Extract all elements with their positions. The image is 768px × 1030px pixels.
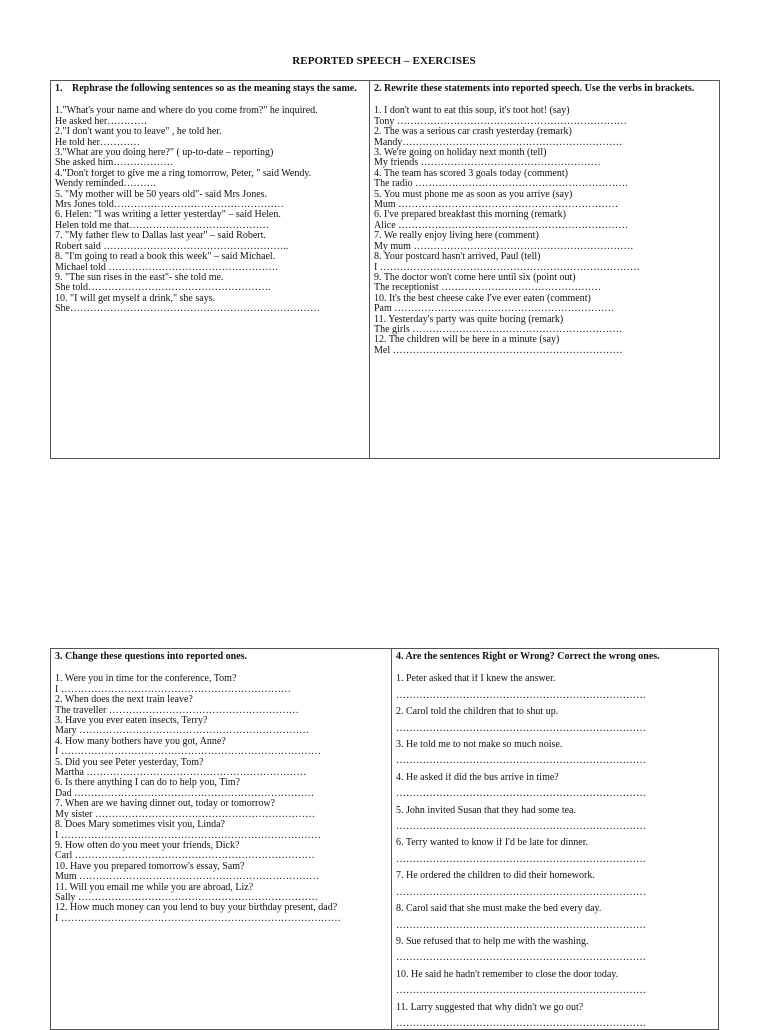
exercise-1-line: 4."Don't forget to give me a ring tomorrow, Peter, " said Wendy. <box>55 168 312 179</box>
exercise-4-answer-line: ………………………………………………………………… <box>396 920 646 931</box>
exercise-4-answer-line: ………………………………………………………………… <box>396 953 646 964</box>
exercise-1-line: 2."I don't want you to leave" , he told her. <box>55 127 222 138</box>
exercise-4-answer-line: ………………………………………………………………… <box>396 756 646 767</box>
exercise-3-line: 7. When are we having dinner out, today or tomorrow? <box>55 799 276 810</box>
exercise-2-line: 3. We're going on holiday next month (tell) <box>374 148 547 159</box>
exercise-1-line: She asked him……………… <box>55 158 174 169</box>
exercise-2-line: 8. Your postcard hasn't arrived, Paul (tell) <box>374 252 541 263</box>
exercise-3-line: Sally ……………………………………………………………… <box>55 892 319 903</box>
exercise-3-lines <box>55 674 387 924</box>
exercise-2-line: Mum ………………………………………………………… <box>374 200 619 211</box>
exercise-3-line: The traveller ………………………………………………… <box>55 705 299 716</box>
exercise-1-line: He told her………… <box>55 137 140 148</box>
exercise-2-line: 4. The team has scored 3 goals today (comment) <box>374 168 568 179</box>
exercise-3-line: 4. How many bothers have you got, Anne? <box>55 736 226 747</box>
exercise-4-answer-line: ………………………………………………………………… <box>396 854 646 865</box>
exercise-1-line: 6. Helen: "I was writing a letter yesterday" – said Helen. <box>55 210 281 221</box>
exercise-3-line: 6. Is there anything I can do to help you, Tim? <box>55 778 240 789</box>
exercise-3-line: 12. How much money can you lend to buy your birthday present, dad? <box>55 903 338 914</box>
exercise-2-cell <box>370 81 720 459</box>
exercise-2-line: 2. The was a serious car crash yesterday (remark) <box>374 127 572 138</box>
exercise-1-line: He asked her………… <box>55 116 148 127</box>
exercise-1-line: Robert said ……………………………………………….. <box>55 241 289 252</box>
exercise-1-line: 9. "The sun rises in the east"- she told me. <box>55 272 224 283</box>
exercise-3-line: I ………………………………………………………………………… <box>55 913 341 924</box>
exercise-1-line: Michael told …………………………………………… <box>55 262 279 273</box>
exercise-1-cell <box>51 81 370 459</box>
exercise-2-line: Alice …………………………………………………………… <box>374 220 629 231</box>
exercise-3-line: Mum ……………………………………………………………… <box>55 872 320 883</box>
exercise-4-sentence: 7. He ordered the children to did their homework. <box>396 871 595 882</box>
exercise-4-sentence: 11. Larry suggested that why didn't we go out? <box>396 1002 584 1013</box>
exercise-1-line: 8. "I'm going to read a book this week" – said Michael. <box>55 252 276 263</box>
exercise-2-line: 7. We really enjoy living here (comment) <box>374 231 539 242</box>
exercise-1-line: 7. "My father flew to Dallas last year" – said Robert. <box>55 231 266 242</box>
exercise-3-line: 11. Will you email me while you are abroad, Liz? <box>55 882 254 893</box>
exercise-3-cell <box>51 649 392 1030</box>
exercise-4-answer-line: ………………………………………………………………… <box>396 723 646 734</box>
exercise-2-line: 6. I've prepared breakfast this morning (remark) <box>374 210 567 221</box>
exercise-4-answer-line: ………………………………………………………………… <box>396 887 646 898</box>
exercise-2-line: Pam ………………………………………………………… <box>374 304 615 315</box>
exercise-1-line: 10. "I will get myself a drink," she says. <box>55 293 216 304</box>
exercise-4-heading: 4. Are the sentences Right or Wrong? Correct the wrong ones. <box>396 651 660 662</box>
exercise-1-heading <box>55 84 365 94</box>
exercise-4-sentence: 6. Terry wanted to know if I'd be late for dinner. <box>396 838 588 849</box>
exercise-3-line: I …………………………………………………………………… <box>55 747 321 758</box>
exercise-2-heading: 2. Rewrite these statements into reported speech. Use the verbs in brackets. <box>374 83 695 94</box>
exercise-3-line: My sister ………………………………………………………… <box>55 809 315 820</box>
exercise-3-line: 5. Did you see Peter yesterday, Tom? <box>55 757 204 768</box>
exercise-2-line: The receptionist ………………………………………… <box>374 283 602 294</box>
exercise-2-line: Tony …………………………………………………………… <box>374 116 627 127</box>
exercise-3-line: 3. Have you ever eaten insects, Terry? <box>55 716 208 727</box>
exercise-1-line: 5. "My mother will be 50 years old"- said Mrs Jones. <box>55 189 268 200</box>
exercise-2-line: I …………………………………………………………………… <box>374 262 640 273</box>
exercise-1-line: 3."What are you doing here?" ( up-to-date – reporting) <box>55 148 274 159</box>
exercise-1-line: 1."What's your name and where do you come from?" he inquired. <box>55 106 318 117</box>
exercise-4-sentence: 5. John invited Susan that they had some tea. <box>396 805 576 816</box>
exercise-4-sentence: 1. Peter asked that if I knew the answer. <box>396 674 556 685</box>
exercise-3-line: 9. How often do you meet your friends, Dick? <box>55 840 240 851</box>
exercise-1-line: Mrs Jones told…………………………………………… <box>55 200 284 211</box>
exercise-2-lines <box>374 106 715 356</box>
exercise-4-sentence: 10. He said he hadn't remember to close the door today. <box>396 969 619 980</box>
exercise-2-line: 11. Yesterday's party was quite boring (remark) <box>374 314 564 325</box>
exercise-2-line: 10. It's the best cheese cake I've ever eaten (comment) <box>374 293 591 304</box>
exercise-3-line: I …………………………………………………………………… <box>55 830 321 841</box>
exercise-3-line: Carl ……………………………………………………………… <box>55 851 315 862</box>
exercise-2-line: My mum ………………………………………………………… <box>374 241 634 252</box>
exercises-table-top <box>50 80 720 459</box>
exercise-1-line: She………………………………………………………………… <box>55 304 320 315</box>
exercise-2-line: 5. You must phone me as soon as you arrive (say) <box>374 189 573 200</box>
exercise-3-line: Mary …………………………………………………………… <box>55 726 310 737</box>
exercise-4-answer-line: ………………………………………………………………… <box>396 789 646 800</box>
exercise-1-line: Wendy reminded………. <box>55 179 156 190</box>
exercise-4-answer-line: ………………………………………………………………… <box>396 822 646 833</box>
exercise-2-line: Mel …………………………………………………………… <box>374 345 623 356</box>
exercise-1-lines <box>55 106 365 314</box>
exercise-1-line: Helen told me that…………………………………… <box>55 220 270 231</box>
exercise-4-answer-line: ………………………………………………………………… <box>396 1018 646 1029</box>
exercise-4-answer-line: ………………………………………………………………… <box>396 986 646 997</box>
exercise-1-number: 1. <box>55 83 63 94</box>
exercise-2-line: My friends ……………………………………………… <box>374 158 601 169</box>
exercise-4-sentence: 3. He told me to not make so much noise. <box>396 740 563 751</box>
worksheet-title: REPORTED SPEECH – EXERCISES <box>292 55 476 67</box>
exercise-3-heading: 3. Change these questions into reported ones. <box>55 651 248 662</box>
exercises-table-bottom <box>50 648 719 1030</box>
exercise-4-lines <box>396 674 714 1029</box>
exercise-4-cell <box>392 649 719 1030</box>
exercise-4-sentence: 4. He asked if did the bus arrive in time? <box>396 772 559 783</box>
exercise-2-line: 12. The children will be here in a minute (say) <box>374 335 560 346</box>
exercise-2-line: Mandy………………………………………………………… <box>374 137 623 148</box>
exercise-3-line: 10. Have you prepared tomorrow's essay, Sam? <box>55 861 245 872</box>
exercise-4-sentence: 8. Carol said that she must make the bed every day. <box>396 904 602 915</box>
exercise-4-sentence: 9. Sue refused that to help me with the washing. <box>396 936 589 947</box>
exercise-3-line: Martha ………………………………………………………… <box>55 768 307 779</box>
exercise-1-heading-text: Rephrase the following sentences so as the meaning stays the same. <box>72 83 357 94</box>
exercise-3-line: I …………………………………………………………… <box>55 684 291 695</box>
exercise-2-line: The girls ……………………………………………………… <box>374 324 623 335</box>
exercise-3-line: Dad ……………………………………………………………… <box>55 788 315 799</box>
exercise-2-line: 1. I don't want to eat this soup, it's toot hot! (say) <box>374 106 570 117</box>
exercise-3-line: 8. Does Mary sometimes visit you, Linda? <box>55 820 225 831</box>
exercise-1-line: She told………………………………………………. <box>55 283 271 294</box>
exercise-2-line: 9. The doctor won't come here until six (point out) <box>374 272 576 283</box>
exercise-4-answer-line: ………………………………………………………………… <box>396 690 646 701</box>
exercise-2-line: The radio ………………………………………………………. <box>374 179 628 190</box>
exercise-4-sentence: 2. Carol told the children that to shut up. <box>396 707 559 718</box>
exercise-3-line: 1. Were you in time for the conference, Tom? <box>55 674 237 685</box>
exercise-3-line: 2. When does the next train leave? <box>55 695 193 706</box>
